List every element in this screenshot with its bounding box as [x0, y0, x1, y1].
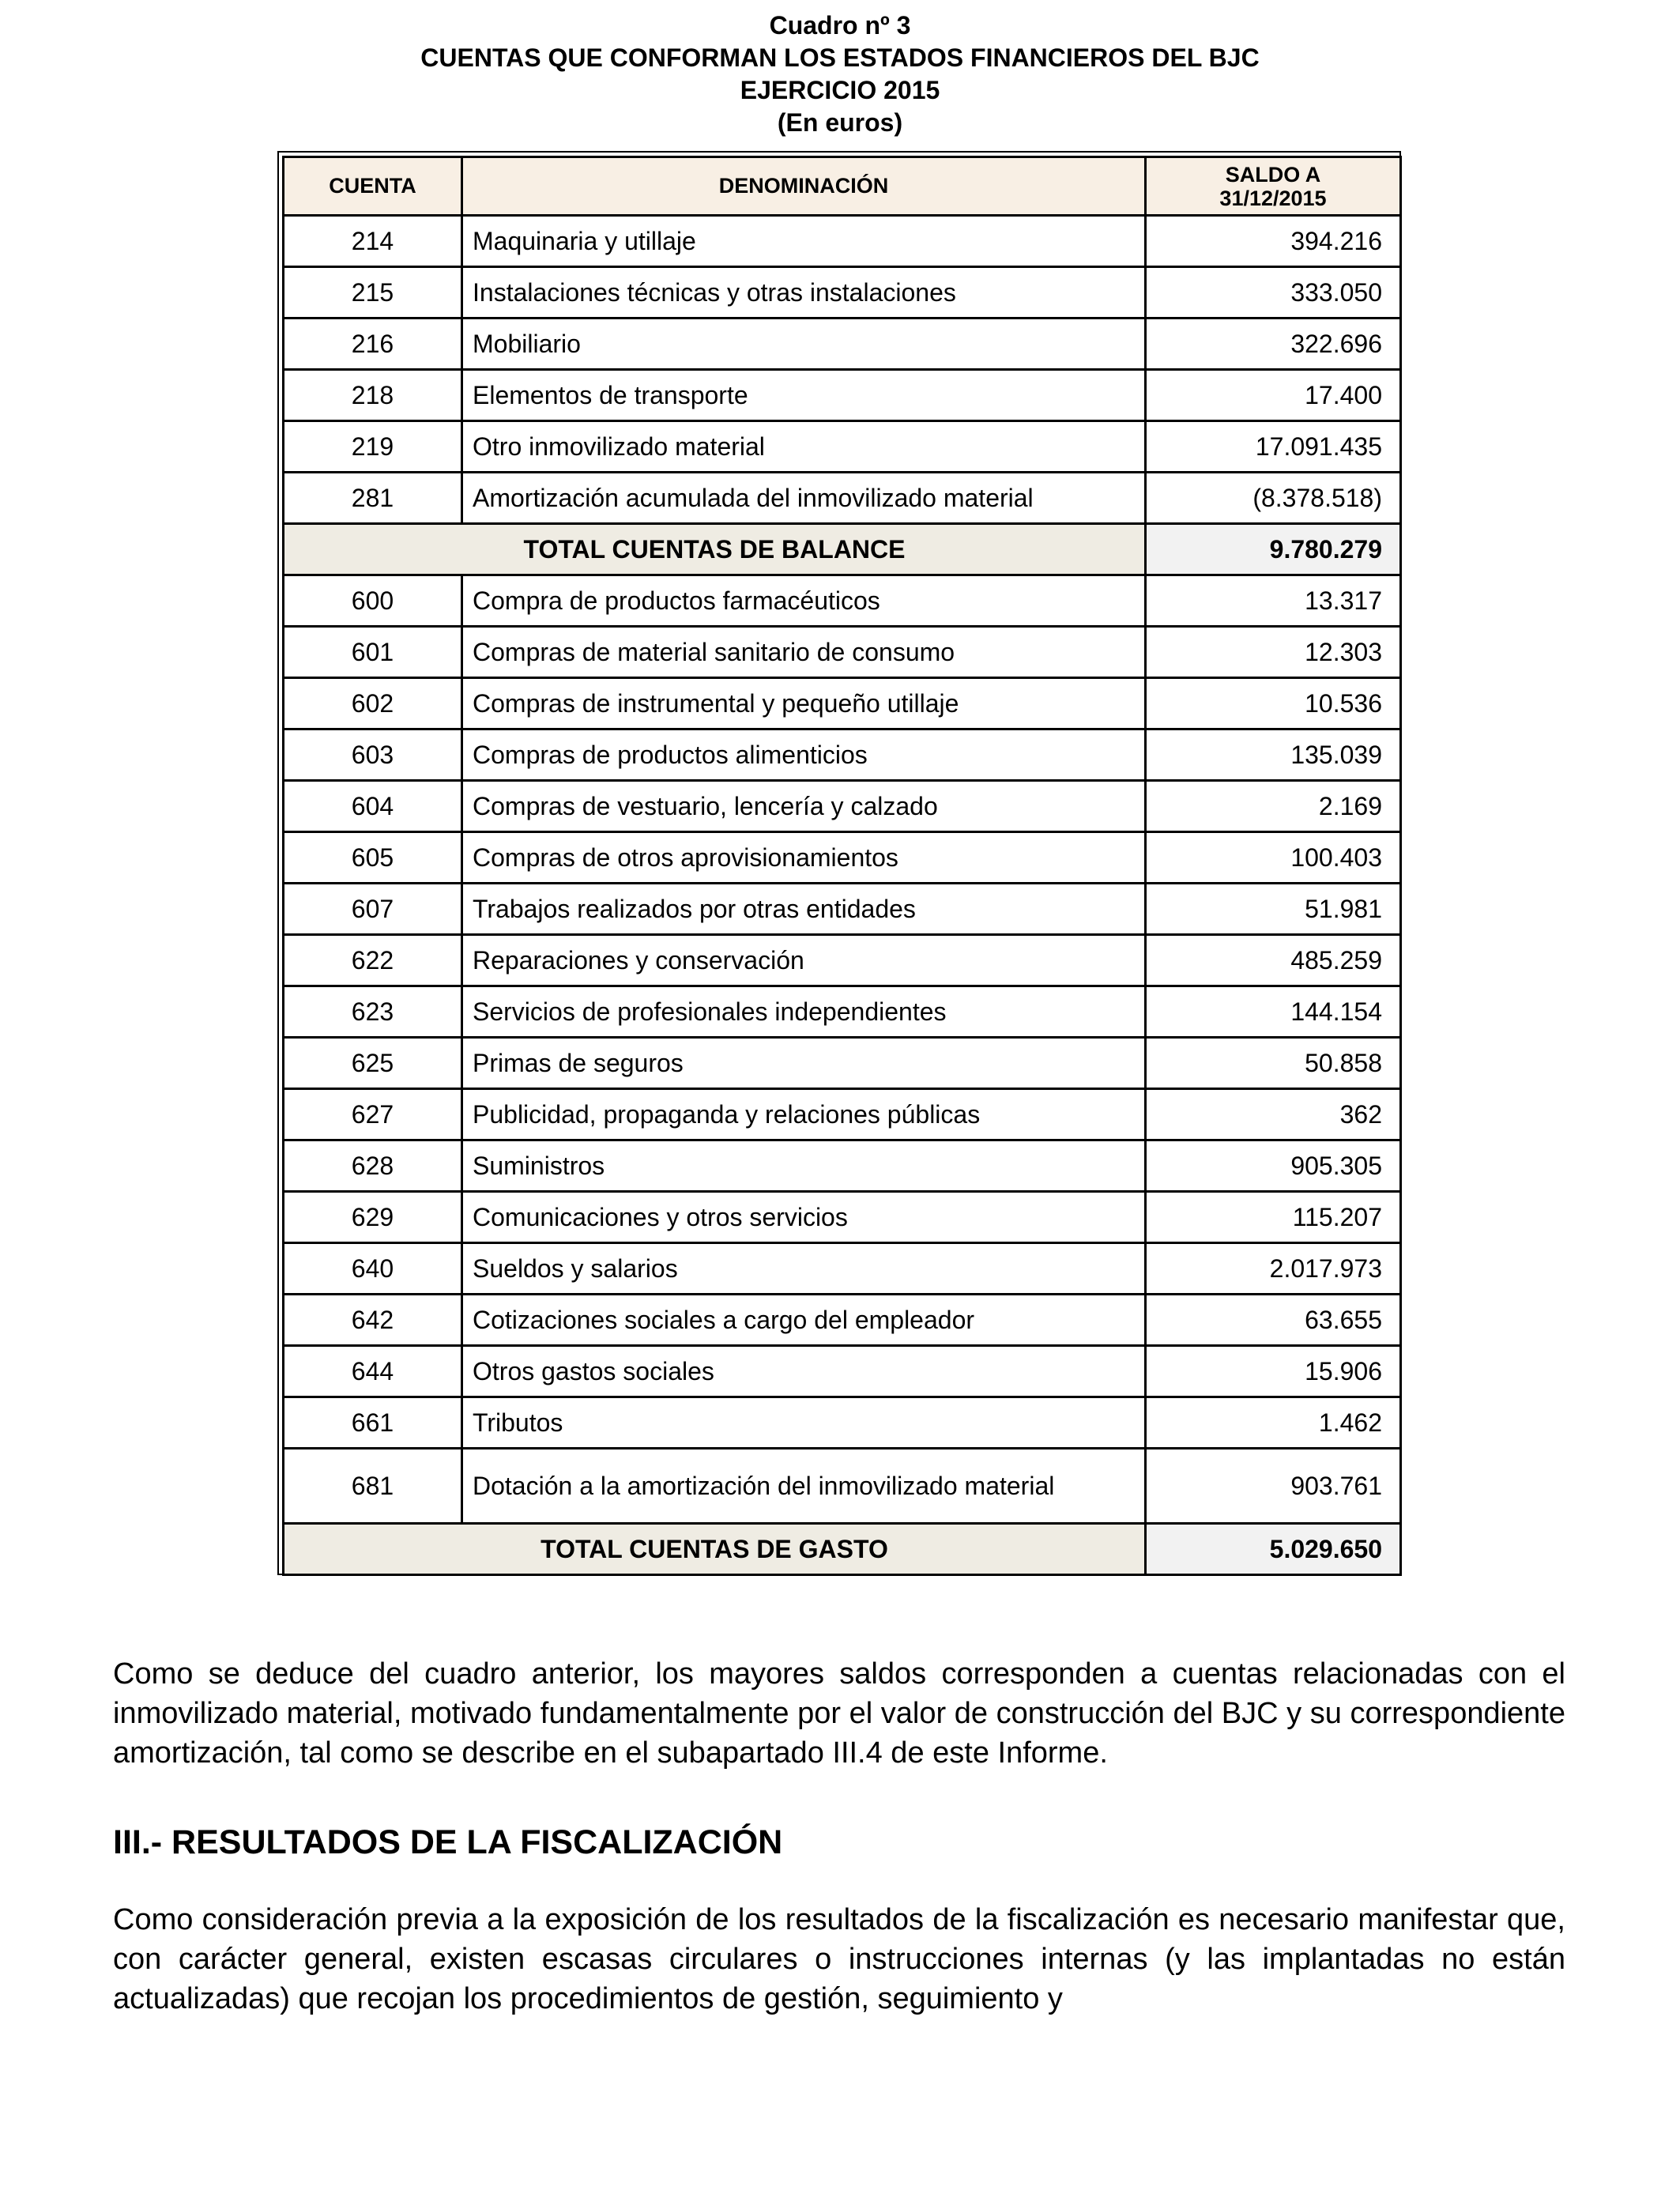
account-code: 216: [284, 319, 462, 370]
account-code: 629: [284, 1192, 462, 1243]
account-code: 627: [284, 1089, 462, 1140]
accounts-table: [282, 156, 1402, 1576]
account-code: 661: [284, 1397, 462, 1449]
account-name: Otros gastos sociales: [462, 1346, 1146, 1397]
account-name: Suministros: [462, 1140, 1146, 1192]
table-row: [284, 781, 1401, 832]
account-code: 219: [284, 421, 462, 473]
account-code: 628: [284, 1140, 462, 1192]
total-row: [284, 524, 1401, 575]
table-row: [284, 319, 1401, 370]
account-balance: 2.017.973: [1146, 1243, 1401, 1295]
paragraph-analysis: Como se deduce del cuadro anterior, los mayores saldos corresponden a cuentas relacionadas con el inmovilizado material, motivado fundamentalmente por el valor de construcción del BJC y su correspondiente amortización, tal como se describe en el subapartado III.4 de este Informe.: [113, 1657, 1565, 1770]
account-name: Compras de otros aprovisionamientos: [462, 832, 1146, 884]
account-name: Reparaciones y conservación: [462, 935, 1146, 986]
account-name: Trabajos realizados por otras entidades: [462, 884, 1146, 935]
table-row: [284, 421, 1401, 473]
account-name: Otro inmovilizado material: [462, 421, 1146, 473]
account-code: 642: [284, 1295, 462, 1346]
account-code: 644: [284, 1346, 462, 1397]
account-code: 681: [284, 1449, 462, 1524]
table-header-row: [284, 157, 1401, 216]
header-denominacion: DENOMINACIÓN: [462, 157, 1146, 216]
accounts-table-frame: [277, 151, 1401, 1575]
account-balance: (8.378.518): [1146, 473, 1401, 524]
account-name: Instalaciones técnicas y otras instalaciones: [462, 267, 1146, 319]
table-row: [284, 627, 1401, 678]
header-saldo-line1: SALDO A: [1225, 162, 1321, 187]
total-label: TOTAL CUENTAS DE GASTO: [284, 1524, 1146, 1575]
account-name: Primas de seguros: [462, 1038, 1146, 1089]
table-row: [284, 267, 1401, 319]
table-body: [284, 216, 1401, 1575]
section-heading: III.- RESULTADOS DE LA FISCALIZACIÓN: [113, 1823, 783, 1861]
account-name: Cotizaciones sociales a cargo del empleador: [462, 1295, 1146, 1346]
account-code: 602: [284, 678, 462, 729]
account-balance: 322.696: [1146, 319, 1401, 370]
account-name: Amortización acumulada del inmovilizado material: [462, 473, 1146, 524]
table-row: [284, 678, 1401, 729]
account-code: 605: [284, 832, 462, 884]
table-row: [284, 473, 1401, 524]
account-balance: 362: [1146, 1089, 1401, 1140]
total-value: 9.780.279: [1146, 524, 1401, 575]
table-row: [284, 1346, 1401, 1397]
table-row: [284, 1089, 1401, 1140]
table-row: [284, 832, 1401, 884]
table-row: [284, 935, 1401, 986]
account-code: 600: [284, 575, 462, 627]
account-name: Servicios de profesionales independientes: [462, 986, 1146, 1038]
account-balance: 485.259: [1146, 935, 1401, 986]
account-balance: 15.906: [1146, 1346, 1401, 1397]
account-code: 640: [284, 1243, 462, 1295]
account-balance: 13.317: [1146, 575, 1401, 627]
account-balance: 2.169: [1146, 781, 1401, 832]
total-value: 5.029.650: [1146, 1524, 1401, 1575]
account-balance: 903.761: [1146, 1449, 1401, 1524]
caption-title: CUENTAS QUE CONFORMAN LOS ESTADOS FINANCIEROS DEL BJC: [420, 43, 1260, 72]
table-row: [284, 1038, 1401, 1089]
account-code: 625: [284, 1038, 462, 1089]
table-row: [284, 884, 1401, 935]
account-balance: 17.400: [1146, 370, 1401, 421]
account-balance: 17.091.435: [1146, 421, 1401, 473]
account-name: Compras de material sanitario de consumo: [462, 627, 1146, 678]
account-balance: 135.039: [1146, 729, 1401, 781]
account-name: Maquinaria y utillaje: [462, 216, 1146, 267]
account-name: Compras de vestuario, lencería y calzado: [462, 781, 1146, 832]
account-name: Compra de productos farmacéuticos: [462, 575, 1146, 627]
table-row: [284, 575, 1401, 627]
account-balance: 50.858: [1146, 1038, 1401, 1089]
account-name: Comunicaciones y otros servicios: [462, 1192, 1146, 1243]
table-row: [284, 729, 1401, 781]
account-code: 622: [284, 935, 462, 986]
account-balance: 144.154: [1146, 986, 1401, 1038]
account-code: 218: [284, 370, 462, 421]
caption-year: EJERCICIO 2015: [740, 76, 940, 104]
header-saldo-line2: 31/12/2015: [1219, 186, 1327, 210]
account-balance: 394.216: [1146, 216, 1401, 267]
account-balance: 115.207: [1146, 1192, 1401, 1243]
account-balance: 10.536: [1146, 678, 1401, 729]
account-code: 214: [284, 216, 462, 267]
total-label: TOTAL CUENTAS DE BALANCE: [284, 524, 1146, 575]
table-row: [284, 1192, 1401, 1243]
account-balance: 51.981: [1146, 884, 1401, 935]
paragraph-previous-consideration: Como consideración previa a la exposición de los resultados de la fiscalización es necesario manifestar que, con carácter general, existen escasas circulares o instrucciones internas (y las implantadas no están actualizadas) que recojan los procedimientos de gestión, seguimiento y: [113, 1903, 1565, 2015]
caption-number: Cuadro nº 3: [769, 11, 911, 40]
account-balance: 333.050: [1146, 267, 1401, 319]
account-balance: 100.403: [1146, 832, 1401, 884]
account-name: Mobiliario: [462, 319, 1146, 370]
account-code: 623: [284, 986, 462, 1038]
account-balance: 63.655: [1146, 1295, 1401, 1346]
account-name: Sueldos y salarios: [462, 1243, 1146, 1295]
account-name: Publicidad, propaganda y relaciones públicas: [462, 1089, 1146, 1140]
total-row: [284, 1524, 1401, 1575]
account-code: 607: [284, 884, 462, 935]
account-name: Tributos: [462, 1397, 1146, 1449]
account-balance: 12.303: [1146, 627, 1401, 678]
account-name: Compras de instrumental y pequeño utillaje: [462, 678, 1146, 729]
account-name: Compras de productos alimenticios: [462, 729, 1146, 781]
table-row: [284, 216, 1401, 267]
caption-unit: (En euros): [777, 108, 903, 137]
table-row: [284, 1295, 1401, 1346]
account-code: 604: [284, 781, 462, 832]
table-row: [284, 1449, 1401, 1524]
table-row: [284, 1397, 1401, 1449]
account-code: 601: [284, 627, 462, 678]
account-balance: 905.305: [1146, 1140, 1401, 1192]
account-code: 215: [284, 267, 462, 319]
account-name: Elementos de transporte: [462, 370, 1146, 421]
header-saldo: [1146, 157, 1401, 216]
account-code: 281: [284, 473, 462, 524]
header-cuenta: CUENTA: [284, 157, 462, 216]
table-row: [284, 986, 1401, 1038]
account-name: Dotación a la amortización del inmovilizado material: [462, 1449, 1146, 1524]
table-row: [284, 1243, 1401, 1295]
account-code: 603: [284, 729, 462, 781]
table-row: [284, 370, 1401, 421]
account-balance: 1.462: [1146, 1397, 1401, 1449]
table-row: [284, 1140, 1401, 1192]
